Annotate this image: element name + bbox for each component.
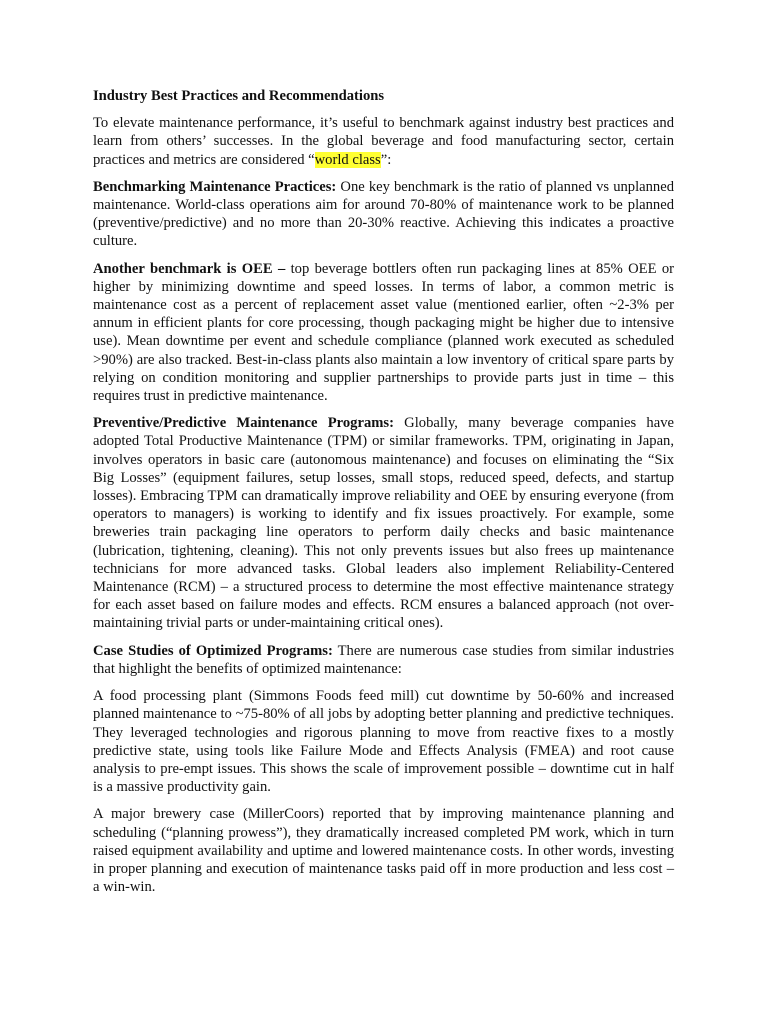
section-heading: Industry Best Practices and Recommendations (93, 88, 385, 104)
oee-lead: Another benchmark is OEE – (93, 260, 286, 277)
benchmarking-lead: Benchmarking Maintenance Practices: (93, 178, 337, 195)
case-food-paragraph: A food processing plant (Simmons Foods feed mill) cut downtime by 50-60% and increased planned maintenance to ~75-80% of all jobs by adopting better planning and predictive techniques. They leveraged technologies and rigorous planning to move from reactive fixes to a mostly predictive state, using tools like Failure Mode and Effects Analysis (FMEA) and root cause analysis to pre-empt issues. This shows the scale of improvement possible – downtime cut in half is a massive productivity gain. (93, 688, 674, 796)
case-studies-lead: Case Studies of Optimized Programs: (93, 642, 333, 659)
intro-paragraph (93, 114, 674, 169)
case-studies-text: There are numerous case studies from similar industries that highlight the benefits of optimized maintenance: (93, 642, 674, 677)
intro-text-end: ”: (380, 151, 392, 168)
highlighted-text: world class (314, 151, 381, 168)
programs-paragraph (93, 414, 674, 632)
benchmarking-text: One key benchmark is the ratio of planned vs unplanned maintenance. World-class operations aim for around 70-80% of maintenance work to be planned (preventive/predictive) and no more than 20-30% reactive. Achieving this indicates a proactive culture. (93, 178, 674, 250)
case-brewery-paragraph: A major brewery case (MillerCoors) reported that by improving maintenance planning and scheduling (“planning prowess”), they dramatically increased completed PM work, which in turn raised equipment availability and uptime and lowered maintenance costs. In other words, investing in proper planning and execution of maintenance tasks paid off in more production and less cost – a win-win. (93, 806, 674, 896)
oee-text: top beverage bottlers often run packaging lines at 85% OEE or higher by minimizing downtime and speed losses. In terms of labor, a common metric is maintenance cost as a percent of replacement asset value (mentioned earlier, often ~2-3% per annum in efficient plants for core processing, though packaging might be higher due to intensive use). Mean downtime per event and schedule compliance (planned work executed as scheduled >90%) are also tracked. Best-in-class plants also maintain a low inventory of critical spare parts by relying on condition monitoring and supplier partnerships to provide parts just in time – this requires trust in predictive maintenance. (93, 260, 675, 405)
document-page (93, 87, 674, 905)
case-studies-paragraph (93, 642, 674, 678)
programs-text: Globally, many beverage companies have adopted Total Productive Maintenance (TPM) or similar frameworks. TPM, originating in Japan, involves operators in basic care (autonomous maintenance) and focuses on eliminating the “Six Big Losses” (equipment failures, setup losses, small stops, reduced speed, defects, and startup losses). Embracing TPM can dramatically improve reliability and OEE by ensuring everyone (from operators to managers) is working to identify and fix issues proactively. For example, some breweries train packaging line operators to perform daily checks and basic maintenance (lubrication, tightening, cleaning). This not only prevents issues but also frees up maintenance technicians for more advanced tasks. Global leaders also implement Reliability-Centered Maintenance (RCM) – a structured process to determine the most effective maintenance strategy for each asset based on failure modes and effects. RCM ensures a balanced approach (not over-maintaining trivial parts or under-maintaining critical ones). (93, 415, 674, 632)
programs-lead: Preventive/Predictive Maintenance Programs: (93, 415, 394, 432)
intro-text: To elevate maintenance performance, it’s useful to benchmark against industry best practices and learn from others’ successes. In the global beverage and food manufacturing sector, certain practices and metrics are considered “ (93, 115, 674, 168)
oee-paragraph (93, 260, 674, 406)
benchmarking-paragraph (93, 178, 674, 251)
